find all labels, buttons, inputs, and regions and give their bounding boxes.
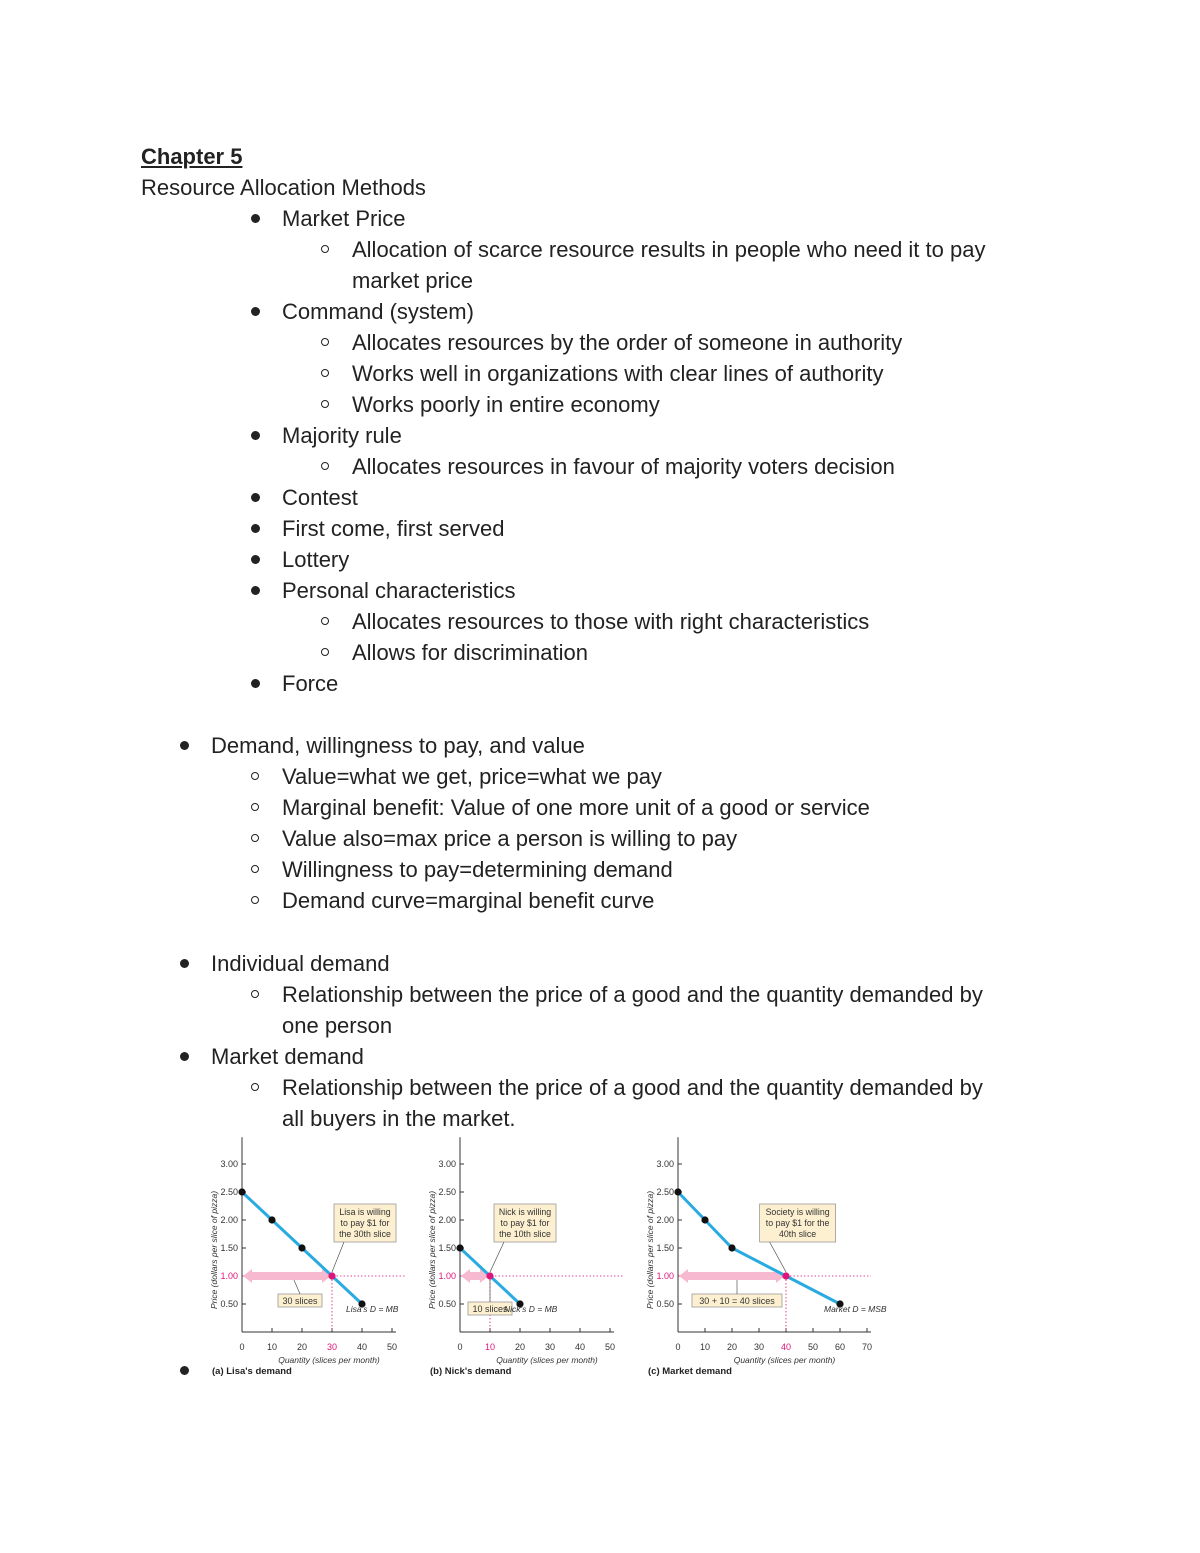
bullet-disc (180, 959, 189, 968)
bullet-circle (251, 772, 259, 780)
bullet-disc (251, 307, 260, 316)
bullet-circle (251, 1083, 259, 1091)
x-tick-label: 0 (675, 1342, 681, 1352)
callout-text: the 30th slice (339, 1229, 391, 1239)
highlight-point (486, 1272, 493, 1279)
y-tick-label: 2.00 (220, 1215, 238, 1225)
method-item: Majority rule (282, 423, 402, 448)
quantity-arrow-band (686, 1272, 778, 1280)
method-sub-item: Allocation of scarce resource results in people who need it to pay (352, 237, 986, 262)
method-item: Personal characteristics (282, 578, 516, 603)
method-sub-item: Allocates resources by the order of someone in authority (352, 330, 903, 355)
callout-text: to pay $1 for (500, 1218, 550, 1228)
bullet-circle (321, 245, 329, 253)
y-tick-label: 1.50 (656, 1243, 674, 1253)
topic-item: Market demand (211, 1044, 364, 1069)
demand-point (456, 1244, 463, 1251)
demand-point (298, 1244, 305, 1251)
x-tick-label: 50 (386, 1342, 398, 1352)
curve-label: Lisa's D = MB (346, 1304, 399, 1314)
x-tick-label: 30 (753, 1342, 765, 1352)
x-tick-label: 0 (239, 1342, 245, 1352)
chapter-title: Chapter 5 (141, 144, 243, 169)
bullet-disc (180, 1052, 189, 1061)
callout-pointer (332, 1242, 344, 1272)
bullet-circle (321, 617, 329, 625)
callout-text: Nick is willing (498, 1207, 552, 1217)
chart-market-demand (644, 1132, 887, 1382)
method-item: First come, first served (282, 516, 505, 541)
x-tick-label: 50 (604, 1342, 616, 1352)
method-sub-item: Allocates resources in favour of majority voters decision (352, 454, 895, 479)
chart-lisa-demand (208, 1132, 418, 1382)
x-tick-label: 20 (726, 1342, 738, 1352)
callout-pointer (490, 1242, 504, 1272)
quantity-box-text: 30 slices (282, 1296, 318, 1306)
y-tick-label: 1.00 (656, 1271, 674, 1281)
panel-label: (a) Lisa's demand (212, 1366, 292, 1377)
x-tick-label: 40 (356, 1342, 368, 1352)
y-tick-label: 1.00 (438, 1271, 456, 1281)
y-tick-label: 2.50 (220, 1187, 238, 1197)
bullet-circle (321, 338, 329, 346)
y-tick-label: 1.50 (220, 1243, 238, 1253)
demand-point (674, 1188, 681, 1195)
y-tick-label: 0.50 (220, 1299, 238, 1309)
y-tick-label: 1.50 (438, 1243, 456, 1253)
callout-text: to pay $1 for the (765, 1218, 830, 1228)
method-item: Lottery (282, 547, 350, 572)
bullet-circle (321, 400, 329, 408)
arrow-head-left (243, 1269, 252, 1283)
x-tick-label: 40 (780, 1342, 792, 1352)
demand-point (238, 1188, 245, 1195)
curve-label: Nick's D = MB (504, 1304, 558, 1314)
x-axis-label: Quantity (slices per month) (496, 1355, 598, 1365)
bullet-circle (321, 648, 329, 656)
method-sub-item-continued: market price (352, 268, 474, 293)
bullet-disc (251, 214, 260, 223)
quantity-box-text: 10 slices (472, 1304, 508, 1314)
x-axis-label: Quantity (slices per month) (733, 1355, 836, 1365)
bullet-disc (251, 524, 260, 533)
y-tick-label: 2.00 (438, 1215, 456, 1225)
curve-label: Market D = MSB (824, 1304, 887, 1314)
topic-sub-item-continued: one person (282, 1013, 393, 1038)
y-tick-label: 3.00 (220, 1159, 238, 1169)
bullet-circle (251, 865, 259, 873)
callout-text: to pay $1 for (340, 1218, 390, 1228)
callout-text: 40th slice (779, 1229, 817, 1239)
quantity-box-pointer (294, 1280, 300, 1294)
topic-sub-item: Marginal benefit: Value of one more unit of a good or service (282, 795, 870, 820)
bullet-disc (251, 679, 260, 688)
bullet-disc (251, 586, 260, 595)
x-tick-label: 40 (574, 1342, 586, 1352)
y-tick-label: 3.00 (438, 1159, 456, 1169)
bullet-disc (251, 555, 260, 564)
y-tick-label: 0.50 (438, 1299, 456, 1309)
y-tick-label: 3.00 (656, 1159, 674, 1169)
x-tick-label: 60 (834, 1342, 846, 1352)
highlight-point (328, 1272, 335, 1279)
bullet-circle (321, 462, 329, 470)
y-tick-label: 0.50 (656, 1299, 674, 1309)
callout-text: Society is willing (765, 1207, 830, 1217)
method-sub-item: Allocates resources to those with right characteristics (352, 609, 870, 634)
quantity-arrow-band (250, 1272, 324, 1280)
topic-item: Demand, willingness to pay, and value (211, 733, 585, 758)
section-heading: Resource Allocation Methods (141, 175, 426, 200)
x-tick-label: 70 (861, 1342, 873, 1352)
topic-sub-item: Relationship between the price of a good and the quantity demanded by (282, 1075, 983, 1100)
arrow-head-left (461, 1269, 470, 1283)
highlight-point (782, 1272, 789, 1279)
topic-sub-item: Relationship between the price of a good and the quantity demanded by (282, 982, 983, 1007)
method-item: Contest (282, 485, 358, 510)
x-tick-label: 10 (266, 1342, 278, 1352)
bullet-circle (251, 803, 259, 811)
quantity-arrow-band (468, 1272, 482, 1280)
bullet-disc (180, 1366, 189, 1375)
chart-nick-demand (426, 1132, 636, 1382)
topic-sub-item: Willingness to pay=determining demand (282, 857, 673, 882)
bullet-circle (321, 369, 329, 377)
y-axis-label: Price (dollars per slice of pizza) (427, 1190, 437, 1310)
demand-point (268, 1216, 275, 1223)
callout-text: the 10th slice (499, 1229, 551, 1239)
quantity-box-text: 30 + 10 = 40 slices (699, 1296, 775, 1306)
bullet-disc (180, 741, 189, 750)
bullet-circle (251, 990, 259, 998)
topic-sub-item: Demand curve=marginal benefit curve (282, 888, 655, 913)
y-axis-label: Price (dollars per slice of pizza) (645, 1190, 655, 1310)
method-sub-item: Works poorly in entire economy (352, 392, 660, 417)
callout-text: Lisa is willing (339, 1207, 391, 1217)
demand-point (701, 1216, 708, 1223)
bullet-circle (251, 896, 259, 904)
demand-point (728, 1244, 735, 1251)
panel-label: (c) Market demand (648, 1366, 732, 1377)
x-tick-label: 30 (544, 1342, 556, 1352)
x-tick-label: 20 (514, 1342, 526, 1352)
y-tick-label: 2.00 (656, 1215, 674, 1225)
arrow-head-left (679, 1269, 688, 1283)
method-item: Market Price (282, 206, 406, 231)
method-item: Force (282, 671, 339, 696)
x-tick-label: 30 (326, 1342, 338, 1352)
y-tick-label: 2.50 (438, 1187, 456, 1197)
x-tick-label: 50 (807, 1342, 819, 1352)
y-tick-label: 1.00 (220, 1271, 238, 1281)
method-sub-item: Works well in organizations with clear lines of authority (352, 361, 884, 386)
y-axis-label: Price (dollars per slice of pizza) (209, 1190, 219, 1310)
y-tick-label: 2.50 (656, 1187, 674, 1197)
x-tick-label: 0 (457, 1342, 463, 1352)
topic-sub-item: Value also=max price a person is willing to pay (282, 826, 738, 851)
topic-sub-item-continued: all buyers in the market. (282, 1106, 516, 1131)
method-sub-item: Allows for discrimination (352, 640, 588, 665)
x-tick-label: 10 (699, 1342, 711, 1352)
bullet-disc (251, 493, 260, 502)
x-tick-label: 20 (296, 1342, 308, 1352)
method-item: Command (system) (282, 299, 474, 324)
topic-item: Individual demand (211, 951, 390, 976)
panel-label: (b) Nick's demand (430, 1366, 512, 1377)
topic-sub-item: Value=what we get, price=what we pay (282, 764, 662, 789)
x-tick-label: 10 (484, 1342, 496, 1352)
bullet-disc (251, 431, 260, 440)
bullet-circle (251, 834, 259, 842)
x-axis-label: Quantity (slices per month) (278, 1355, 380, 1365)
